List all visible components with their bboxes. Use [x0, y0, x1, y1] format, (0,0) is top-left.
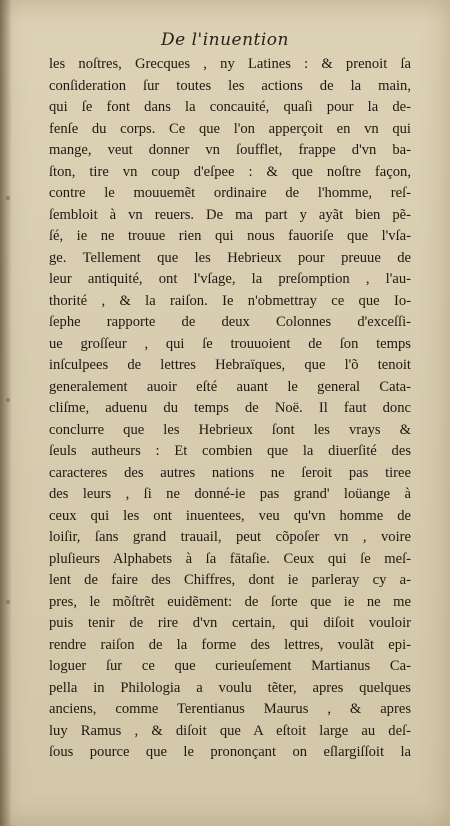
text-line: rendre raiſon de la forme des lettres, voulãt epi-	[49, 636, 411, 653]
text-line: ſephe rapporte de deux Colonnes d'exceſſi-	[49, 314, 411, 330]
text-line: ſembloit à vn reuers. De ma part y ayãt bien pẽ-	[49, 206, 411, 223]
text-line: pres, le mõſtrẽt euidẽment: de ſorte que ie ne me	[49, 593, 411, 610]
text-line: qui ſe font dans la concauité, quaſi pour la de-	[49, 99, 411, 115]
stitch-mark	[6, 600, 10, 604]
text-line: loguer ſur ce que curieuſement Martianus Ca-	[49, 658, 411, 674]
text-line: ue groſſeur , qui ſe trouuoient de ſon temps	[49, 335, 411, 352]
text-line: generalement auoir eſté auant le general Cata-	[49, 378, 411, 395]
text-line: anciens, comme Terentianus Maurus , & apres	[49, 701, 411, 717]
text-line: contre le mouuemẽt ordinaire de l'homme, reſ-	[49, 185, 411, 201]
text-line: lent de faire des Chiffres, dont ie parleray cy a-	[49, 572, 411, 588]
text-line: conſideration ſur toutes les actions de la main,	[49, 77, 411, 94]
text-line: leur antiquité, ont l'vſage, la preſomption , l'au-	[49, 271, 411, 287]
text-line: puis tenir de rire d'vn certain, qui diſoit vouloir	[49, 615, 411, 631]
text-line: fenſe du corps. Ce que l'on apperçoit en vn qui	[49, 120, 411, 137]
text-line: ceux qui les ont inuentees, veu qu'vn homme de	[49, 507, 411, 524]
text-line: ſeuls autheurs : Et combien que la diuerſité des	[49, 443, 411, 459]
text-line: ſton, tire vn coup d'eſpee : & que noſtre façon,	[49, 163, 411, 180]
text-line: ſé, ie ne trouue rien qui nous fauoriſe que l'vſa-	[49, 228, 411, 244]
text-line: pella in Philologia a voulu tẽter, apres quelques	[49, 679, 411, 696]
text-line: pluſieurs Alphabets à ſa fātaſie. Ceux qui ſe meſ-	[49, 550, 411, 567]
text-line: loiſir, ſans grand trauail, peut cõpoſer vn , voire	[49, 529, 411, 545]
text-line: cliſme, aduenu du temps de Noë. Il faut donc	[49, 400, 411, 416]
text-line: ge. Tellement que les Hebrieux pour preuue de	[49, 249, 411, 266]
text-line: mange, veut donner vn ſoufflet, frappe d'vn ba-	[49, 142, 411, 158]
text-line: ſous pource que le prononçant on eſlargiſſoit la	[49, 744, 411, 760]
text-line: conclurre que les Hebrieux ſont les vrays &	[49, 421, 411, 438]
running-head: De l'inuention	[160, 30, 289, 50]
text-line: luy Ramus , & diſoit que A eſtoit large au deſ-	[49, 722, 411, 739]
stitch-mark	[6, 398, 10, 402]
body-text	[49, 54, 411, 764]
stitch-mark	[6, 196, 10, 200]
text-line: caracteres des autres nations ne ſeroit pas tiree	[49, 464, 411, 481]
text-line: les noſtres, Grecques , ny Latines : & prenoit ſa	[49, 56, 411, 72]
text-line: des leurs , ſi ne donné-ie pas grand' loüange à	[49, 486, 411, 502]
text-line: inſculpees de lettres Hebraïques, que l'õ tenoit	[49, 357, 411, 373]
binding-gutter	[0, 0, 12, 826]
text-line: thorité , & la raiſon. Ie n'obmettray ce que Io-	[49, 292, 411, 309]
